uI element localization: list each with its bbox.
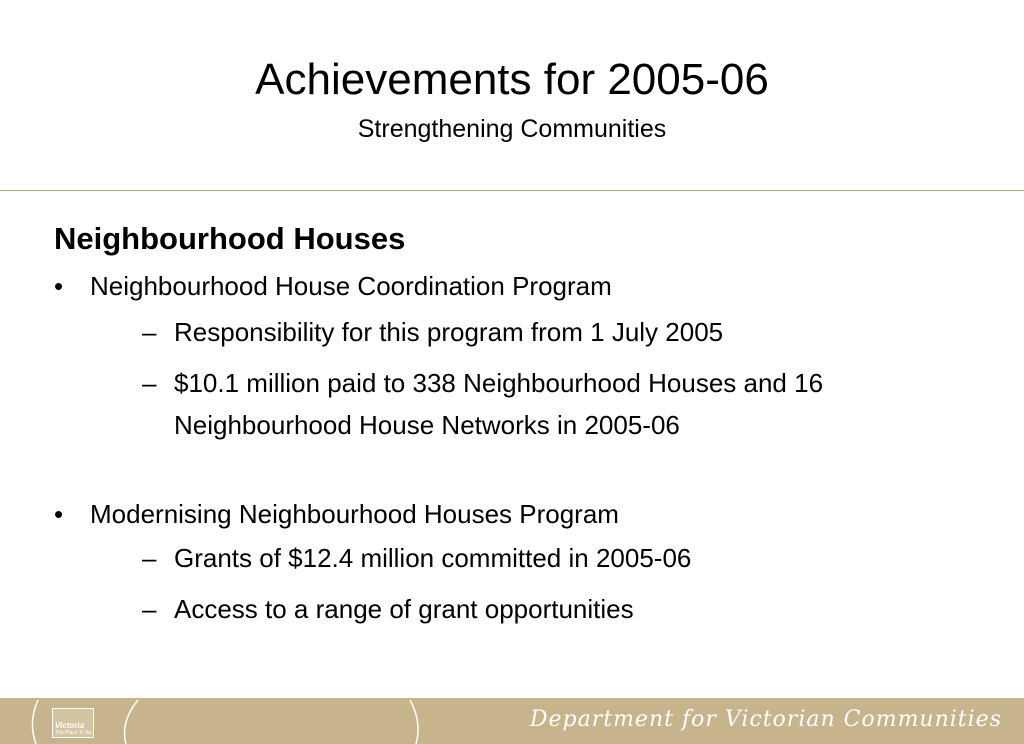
dash-mark: – [142,543,157,573]
slide-subtitle: Strengthening Communities [357,115,667,143]
sub-bullet-funding [142,362,982,446]
dash-mark: – [142,317,157,347]
logo-tagline: The Place To Be [55,730,92,736]
department-name: Department for Victorian Communities [529,707,1002,732]
sub-bullet-text: Responsibility for this program from 1 July 2005 [174,317,724,347]
slide-title: Achievements for 2005-06 [255,55,769,104]
sub-bullet-text: $10.1 million paid to 338 Neighbourhood Houses and 16 Neighbourhood House Networks in 2005-06 [174,368,824,440]
dash-mark: – [142,594,157,624]
bullet-text: Neighbourhood House Coordination Program [90,271,612,301]
sub-bullet-text: Access to a range of grant opportunities [174,594,634,624]
sub-bullet-grants [142,537,982,579]
section-heading: Neighbourhood Houses [54,221,406,256]
bullet-text: Modernising Neighbourhood Houses Program [90,499,619,529]
title-divider [0,190,1024,191]
logo-text: Victoria [55,721,85,730]
bullet-mark: • [54,499,64,529]
victoria-logo [52,708,94,738]
bullet-mark: • [54,271,64,301]
sub-bullet-text: Grants of $12.4 million committed in 2005-06 [174,543,692,573]
sub-bullet-responsibility [142,311,982,353]
sub-bullet-access [142,588,982,630]
dash-mark: – [142,368,157,398]
